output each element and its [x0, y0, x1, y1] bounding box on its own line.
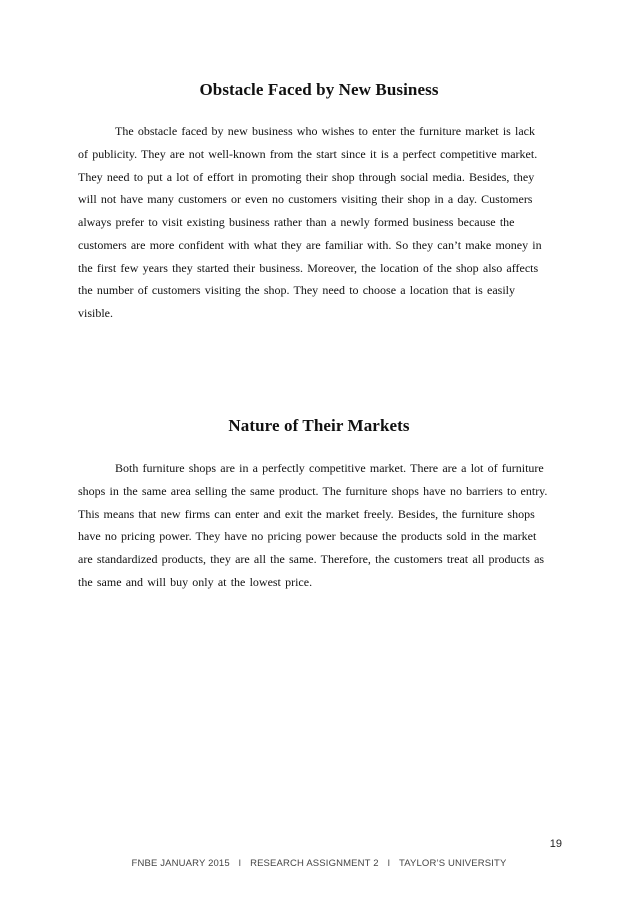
footer-separator: l	[387, 858, 390, 869]
page-number: 19	[549, 838, 562, 850]
paragraph-line: the number of customers visiting the shop. They need to choose a location that is easily	[78, 283, 516, 298]
paragraph-line: shops in the same area selling the same product. The furniture shops have no barriers to entry.	[78, 483, 548, 498]
paragraph-line: the first few years they started their business. Moreover, the location of the shop also affects	[78, 260, 539, 275]
footer-course: FNBE JANUARY 2015	[131, 858, 230, 869]
footer-university: TAYLOR’S UNIVERSITY	[398, 858, 507, 869]
paragraph-line: always prefer to visit existing business rather than a newly formed business because the	[78, 215, 515, 229]
paragraph-line: the same and will buy only at the lowest price.	[78, 574, 313, 589]
footer-separator: l	[238, 858, 242, 869]
footer-assignment: RESEARCH ASSIGNMENT 2	[250, 858, 379, 869]
paragraph-markets	[78, 457, 560, 594]
section-heading-markets: Nature of Their Markets	[228, 416, 410, 435]
paragraph-line: customers are more confident with what they are familiar with. So they can’t make money in	[78, 237, 542, 252]
paragraph-line: will not have many customers or even no customers visiting their shop in a day. Customers	[78, 192, 533, 207]
paragraph-line: visible.	[78, 306, 113, 320]
paragraph-line: have no pricing power. They have no pricing power because the products sold in the market	[78, 529, 537, 544]
paragraph-line: Both furniture shops are in a perfectly competitive market. There are a lot of furniture	[115, 461, 544, 475]
paragraph-line: They need to put a lot of effort in promoting their shop through social media. Besides, they	[78, 169, 535, 184]
paragraph-line: The obstacle faced by new business who wishes to enter the furniture market is lack	[115, 124, 536, 138]
section-heading-obstacle: Obstacle Faced by New Business	[199, 80, 439, 99]
paragraph-line: This means that new firms can enter and exit the market freely. Besides, the furniture shops	[78, 506, 535, 521]
page-footer	[0, 858, 638, 869]
paragraph-line: are standardized products, they are all the same. Therefore, the customers treat all products as	[78, 552, 545, 566]
paragraph-line: of publicity. They are not well-known from the start since it is a perfect competitive market.	[78, 146, 538, 161]
paragraph-obstacle	[78, 120, 560, 325]
